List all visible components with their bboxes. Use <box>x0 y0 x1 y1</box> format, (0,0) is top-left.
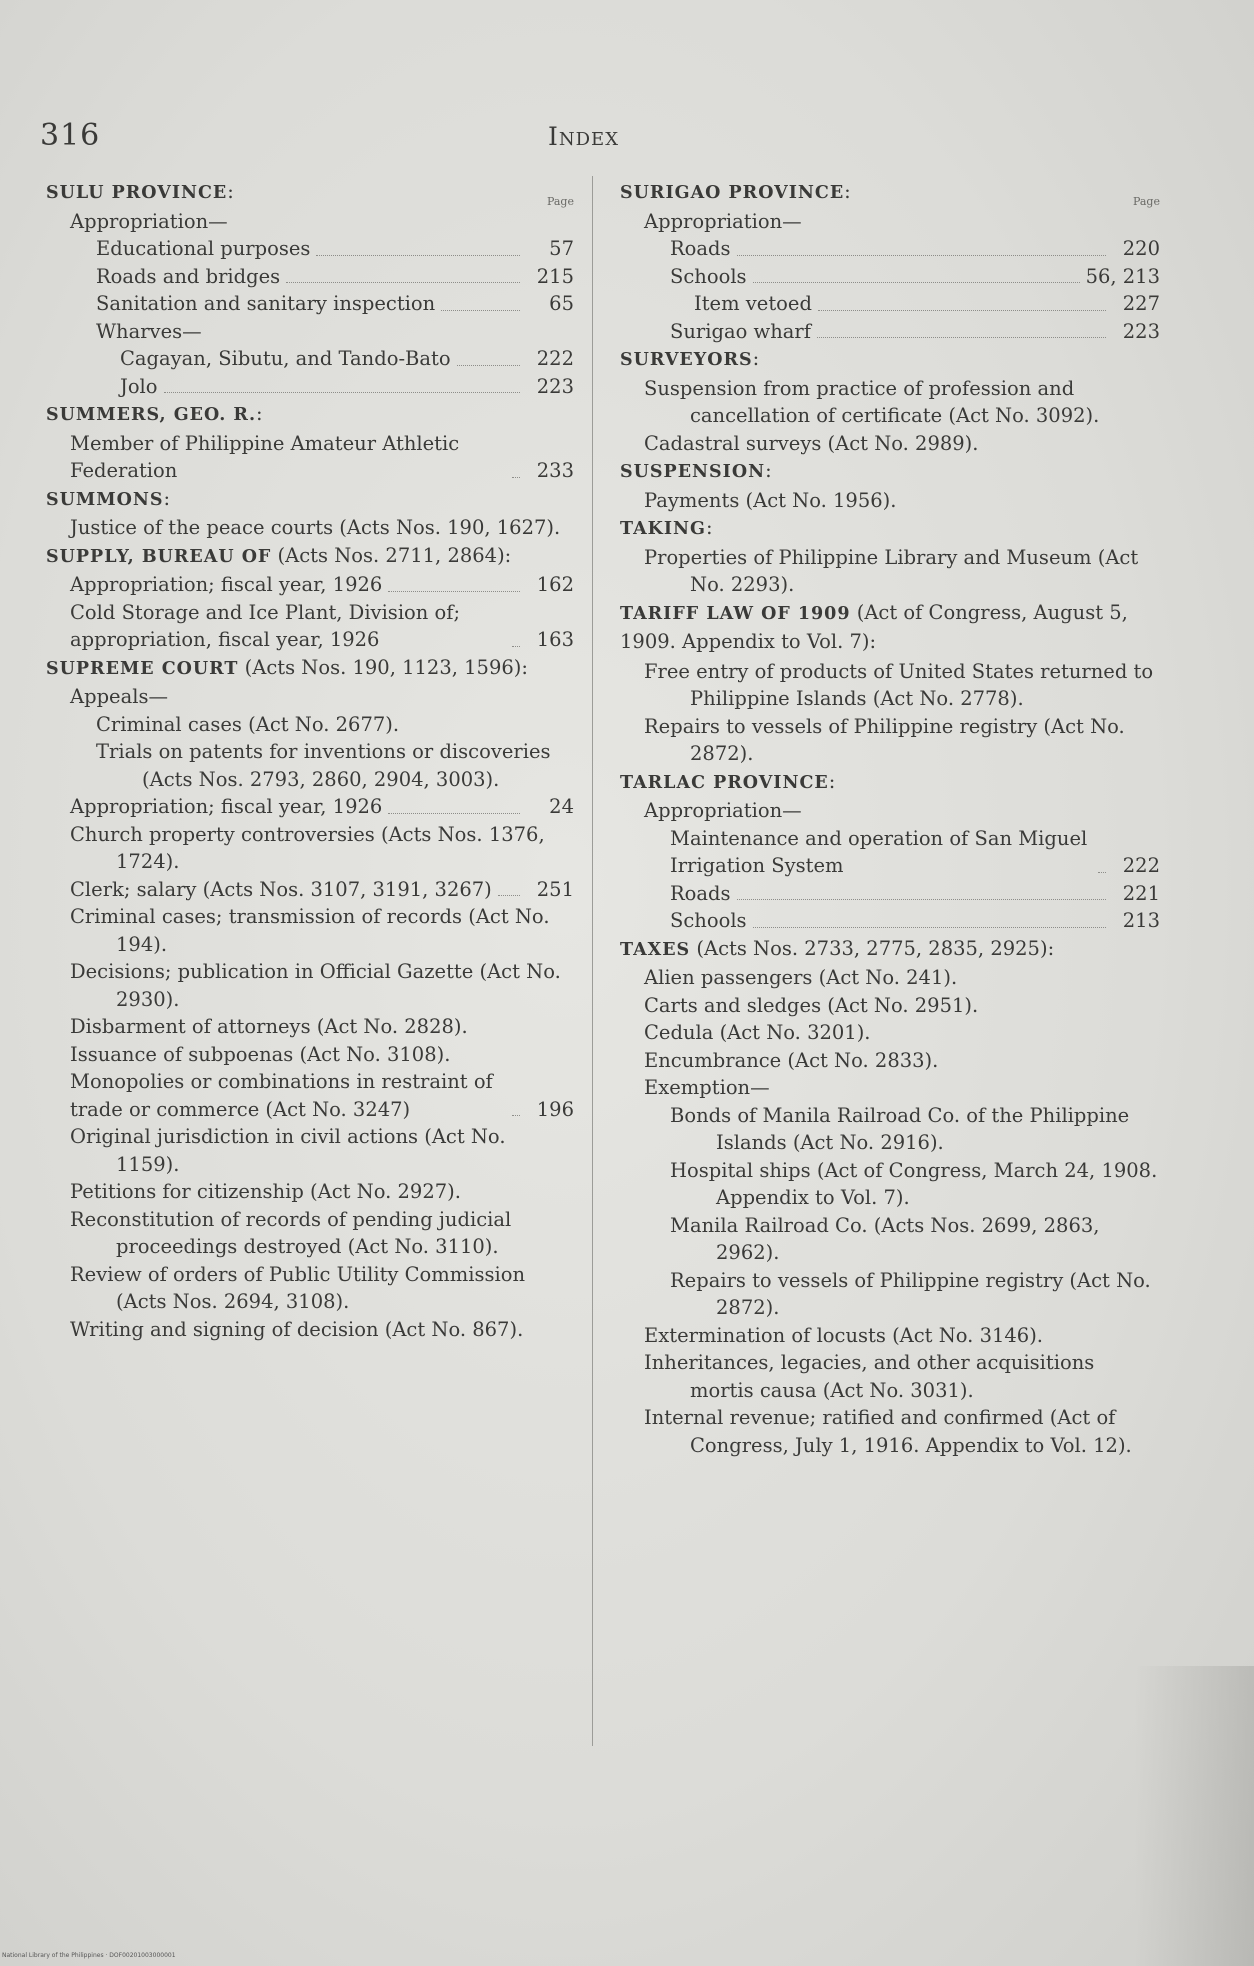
index-entry <box>620 880 1160 908</box>
index-entry <box>46 683 574 711</box>
heading-text: TAKING: <box>620 516 713 539</box>
index-entry <box>620 1404 1160 1459</box>
index-entry <box>46 738 574 793</box>
entry-text: Appropriation— <box>644 799 802 822</box>
entry-text: Appropriation; fiscal year, 1926 <box>70 795 383 818</box>
index-entry <box>46 1013 574 1041</box>
heading-reference: : <box>844 180 851 203</box>
entry-text: Decisions; publication in Official Gazette (Act No. 2930). <box>70 960 561 1011</box>
page-ref: 222 <box>536 347 574 370</box>
entry-text: Properties of Philippine Library and Museum (Act No. 2293). <box>644 545 1139 596</box>
entry-text: Extermination of locusts (Act No. 3146). <box>644 1323 1044 1347</box>
index-entry <box>620 1322 1160 1350</box>
page-ref: 223 <box>1122 319 1160 343</box>
index-entry <box>620 658 1160 713</box>
index-entry <box>46 373 574 401</box>
index-heading <box>46 485 574 515</box>
dot-leader <box>753 282 1080 283</box>
heading-text: SUMMERS, GEO. R.: <box>46 402 263 425</box>
page-ref: 233 <box>536 459 574 482</box>
index-entry <box>620 375 1160 430</box>
entry-text: Writing and signing of decision (Act No. 867). <box>70 1317 524 1341</box>
index-entry <box>620 544 1160 599</box>
dot-leader <box>512 477 520 478</box>
heading-text: TARIFF LAW OF 1909 (Act of Congress, August 5, 1909. Appendix to Vol. 7): <box>620 600 1128 653</box>
entry-text: Encumbrance (Act No. 2833). <box>644 1048 939 1072</box>
index-entry <box>46 1316 574 1344</box>
page-ref: 65 <box>549 292 574 315</box>
entry-text: Appropriation— <box>70 209 228 233</box>
page-ref: 223 <box>536 374 574 398</box>
page-ref: 222 <box>1122 854 1160 877</box>
running-head: Index <box>548 122 620 151</box>
index-entry <box>46 263 574 291</box>
index-entry <box>46 514 574 542</box>
index-entry <box>46 793 574 821</box>
dot-leader <box>737 255 1106 256</box>
entry-text: Wharves— <box>96 319 202 343</box>
index-heading <box>620 935 1160 965</box>
dot-leader <box>441 310 520 311</box>
index-entry <box>620 1267 1160 1322</box>
index-entry <box>46 1041 574 1069</box>
heading-text: SURVEYORS: <box>620 347 760 370</box>
heading-text: SUSPENSION: <box>620 459 772 482</box>
index-entry <box>620 318 1160 346</box>
page-ref: 213 <box>1122 909 1160 932</box>
index-entry <box>620 208 1160 236</box>
page-ref: 162 <box>536 573 574 596</box>
index-heading <box>620 345 1160 375</box>
index-heading <box>46 654 574 684</box>
index-entry <box>620 1157 1160 1212</box>
page-ref: 251 <box>536 877 574 901</box>
entry-text: Roads and bridges <box>96 264 281 288</box>
index-entry <box>620 487 1160 515</box>
entry-text: Internal revenue; ratified and confirmed (Act of Congress, July 1, 1916. Appendix to Vol. 12). <box>644 1406 1132 1457</box>
index-entry <box>46 318 574 346</box>
index-entry <box>620 992 1160 1020</box>
dot-leader <box>457 365 520 366</box>
index-heading <box>620 768 1160 798</box>
dot-leader <box>737 899 1106 900</box>
index-entry <box>46 430 574 485</box>
index-entry <box>46 1178 574 1206</box>
index-entry <box>620 713 1160 768</box>
index-entry <box>620 1349 1160 1404</box>
entry-text: Petitions for citizenship (Act No. 2927). <box>70 1180 461 1203</box>
entry-text: Item vetoed <box>694 292 812 315</box>
index-heading <box>620 457 1160 487</box>
entry-text: Free entry of products of United States returned to Philippine Islands (Act No. 2778). <box>644 659 1154 710</box>
dot-leader <box>164 392 520 393</box>
page-ref: 196 <box>536 1097 574 1121</box>
heading-reference: : <box>752 347 760 370</box>
index-entry <box>620 290 1160 318</box>
heading-reference: : <box>765 459 772 482</box>
heading-reference: (Acts Nos. 2733, 2775, 2835, 2925): <box>690 936 1055 960</box>
page-ref: 24 <box>549 795 574 818</box>
heading-reference: : <box>828 769 836 793</box>
entry-text: Repairs to vessels of Philippine registry (Act No. 2872). <box>644 714 1125 765</box>
entry-text: Manila Railroad Co. (Acts Nos. 2699, 2863, 2962). <box>670 1213 1100 1264</box>
index-entry <box>46 903 574 958</box>
entry-text: Cagayan, Sibutu, and Tando-Bato <box>120 347 451 370</box>
index-entry <box>46 1068 574 1123</box>
entry-text: Schools <box>670 909 747 932</box>
index-entry <box>46 345 574 373</box>
entry-text: Alien passengers (Act No. 241). <box>644 966 958 989</box>
entry-text: Bonds of Manila Railroad Co. of the Philippine Islands (Act No. 2916). <box>670 1103 1130 1154</box>
entry-text: Hospital ships (Act of Congress, March 24, 1908. Appendix to Vol. 7). <box>670 1158 1158 1209</box>
entry-text: Clerk; salary (Acts Nos. 3107, 3191, 3267) <box>70 877 492 901</box>
index-entry <box>46 208 574 236</box>
index-entry <box>46 876 574 904</box>
index-entry <box>620 1047 1160 1075</box>
index-entry <box>46 1206 574 1261</box>
index-entry <box>46 1261 574 1316</box>
heading-text: SUMMONS: <box>46 486 171 510</box>
dot-leader <box>316 255 520 256</box>
heading-reference: : <box>705 516 713 539</box>
heading-reference: (Act of Congress, August 5, 1909. Appendix to Vol. 7): <box>620 600 1128 653</box>
heading-text: SURIGAO PROVINCE: <box>620 180 851 203</box>
entry-text: Monopolies or combinations in restraint of trade or commerce (Act No. 3247) <box>70 1070 493 1121</box>
index-heading <box>46 542 574 572</box>
heading-text: TAXES (Acts Nos. 2733, 2775, 2835, 2925): <box>620 936 1055 960</box>
heading-reference: (Acts Nos. 2711, 2864): <box>271 543 512 567</box>
index-entry <box>46 290 574 318</box>
page-ref: 221 <box>1122 881 1160 905</box>
index-entry <box>620 1212 1160 1267</box>
index-entry <box>620 907 1160 935</box>
index-entry <box>620 263 1160 291</box>
entry-text: Carts and sledges (Act No. 2951). <box>644 993 979 1017</box>
index-entry <box>620 430 1160 458</box>
page-column-label: Page <box>1132 195 1160 208</box>
entry-text: Reconstitution of records of pending judicial proceedings destroyed (Act No. 3110). <box>70 1207 512 1258</box>
entry-list <box>620 178 1160 1459</box>
column-divider <box>592 176 593 1746</box>
entry-text: Roads <box>670 881 731 905</box>
entry-text: Sanitation and sanitary inspection <box>96 292 436 315</box>
heading-reference: : <box>256 402 263 425</box>
index-entry <box>46 958 574 1013</box>
index-heading <box>620 178 1160 208</box>
heading-reference: (Acts Nos. 190, 1123, 1596): <box>238 655 528 679</box>
entry-text: Criminal cases (Act No. 2677). <box>96 712 400 736</box>
heading-text: TARLAC PROVINCE: <box>620 769 836 793</box>
entry-text: Member of Philippine Amateur Athletic Federation <box>70 431 460 482</box>
page-ref: 220 <box>1122 237 1160 260</box>
entry-text: Cadastral surveys (Act No. 2989). <box>644 431 979 455</box>
index-entry <box>46 599 574 654</box>
index-entry <box>620 964 1160 992</box>
index-heading <box>620 599 1160 658</box>
page-column-label: Page <box>546 195 574 208</box>
entry-text: Issuance of subpoenas (Act No. 3108). <box>70 1042 451 1066</box>
entry-text: Appropriation; fiscal year, 1926 <box>70 573 383 596</box>
index-entry <box>620 1074 1160 1102</box>
index-heading <box>620 514 1160 544</box>
dot-leader <box>286 282 520 283</box>
entry-text: Jolo <box>120 374 158 398</box>
entry-list <box>46 178 574 1343</box>
index-entry <box>620 825 1160 880</box>
page-number: 316 <box>40 118 101 153</box>
index-entry <box>620 235 1160 263</box>
entry-text: Original jurisdiction in civil actions (Act No. 1159). <box>70 1125 506 1176</box>
entry-text: Appropriation— <box>644 209 802 233</box>
heading-text: SUPPLY, BUREAU OF (Acts Nos. 2711, 2864): <box>46 543 512 567</box>
index-entry <box>46 711 574 739</box>
index-entry <box>620 1102 1160 1157</box>
entry-text: Trials on patents for inventions or discoveries (Acts Nos. 2793, 2860, 2904, 3003). <box>96 740 551 791</box>
index-entry <box>46 821 574 876</box>
index-heading <box>46 400 574 430</box>
scan-shadow <box>1134 1666 1254 1966</box>
entry-text: Appeals— <box>70 685 168 708</box>
heading-text: SULU PROVINCE: <box>46 180 234 203</box>
page-ref: 227 <box>1122 292 1160 315</box>
index-column-right <box>620 178 1160 1459</box>
entry-text: Cedula (Act No. 3201). <box>644 1021 871 1044</box>
entry-text: Cold Storage and Ice Plant, Division of; appropriation, fiscal year, 1926 <box>70 600 461 651</box>
entry-text: Repairs to vessels of Philippine registry (Act No. 2872). <box>670 1268 1151 1319</box>
dot-leader <box>388 591 520 592</box>
scan-source-mark: National Library of the Philippines · DOF00201003000001 <box>2 1952 176 1959</box>
entry-text: Church property controversies (Acts Nos. 1376, 1724). <box>70 822 545 873</box>
dot-leader <box>818 310 1106 311</box>
dot-leader <box>388 813 520 814</box>
page-ref: 163 <box>536 628 574 651</box>
heading-text: SUPREME COURT (Acts Nos. 190, 1123, 1596): <box>46 655 528 679</box>
dot-leader <box>512 646 520 647</box>
heading-reference: : <box>163 486 171 510</box>
entry-text: Surigao wharf <box>670 319 811 343</box>
entry-text: Criminal cases; transmission of records (Act No. 194). <box>70 905 550 956</box>
dot-leader <box>512 1115 520 1116</box>
entry-text: Suspension from practice of profession and cancellation of certificate (Act No. 3092). <box>644 376 1100 427</box>
entry-text: Exemption— <box>644 1076 770 1099</box>
page-ref: 57 <box>549 237 574 260</box>
dot-leader <box>1098 872 1106 873</box>
index-entry <box>46 1123 574 1178</box>
dot-leader <box>498 895 520 896</box>
entry-text: Payments (Act No. 1956). <box>644 488 897 512</box>
index-entry <box>620 797 1160 825</box>
dot-leader <box>817 337 1106 338</box>
index-heading <box>46 178 574 208</box>
entry-text: Educational purposes <box>96 237 311 260</box>
entry-text: Review of orders of Public Utility Commission (Acts Nos. 2694, 3108). <box>70 1262 526 1313</box>
entry-text: Maintenance and operation of San Miguel Irrigation System <box>670 826 1088 877</box>
entry-text: Roads <box>670 237 731 260</box>
page-ref: 215 <box>536 264 574 288</box>
entry-text: Inheritances, legacies, and other acquisitions mortis causa (Act No. 3031). <box>644 1351 1095 1402</box>
entry-text: Justice of the peace courts (Acts Nos. 190, 1627). <box>70 516 561 539</box>
entry-text: Schools <box>670 264 747 288</box>
index-entry <box>620 1019 1160 1047</box>
index-column-left <box>46 178 574 1343</box>
heading-reference: : <box>227 180 234 203</box>
index-entry <box>46 235 574 263</box>
index-entry <box>46 571 574 599</box>
dot-leader <box>753 927 1106 928</box>
page-ref: 56, 213 <box>1085 264 1160 288</box>
entry-text: Disbarment of attorneys (Act No. 2828). <box>70 1015 468 1038</box>
